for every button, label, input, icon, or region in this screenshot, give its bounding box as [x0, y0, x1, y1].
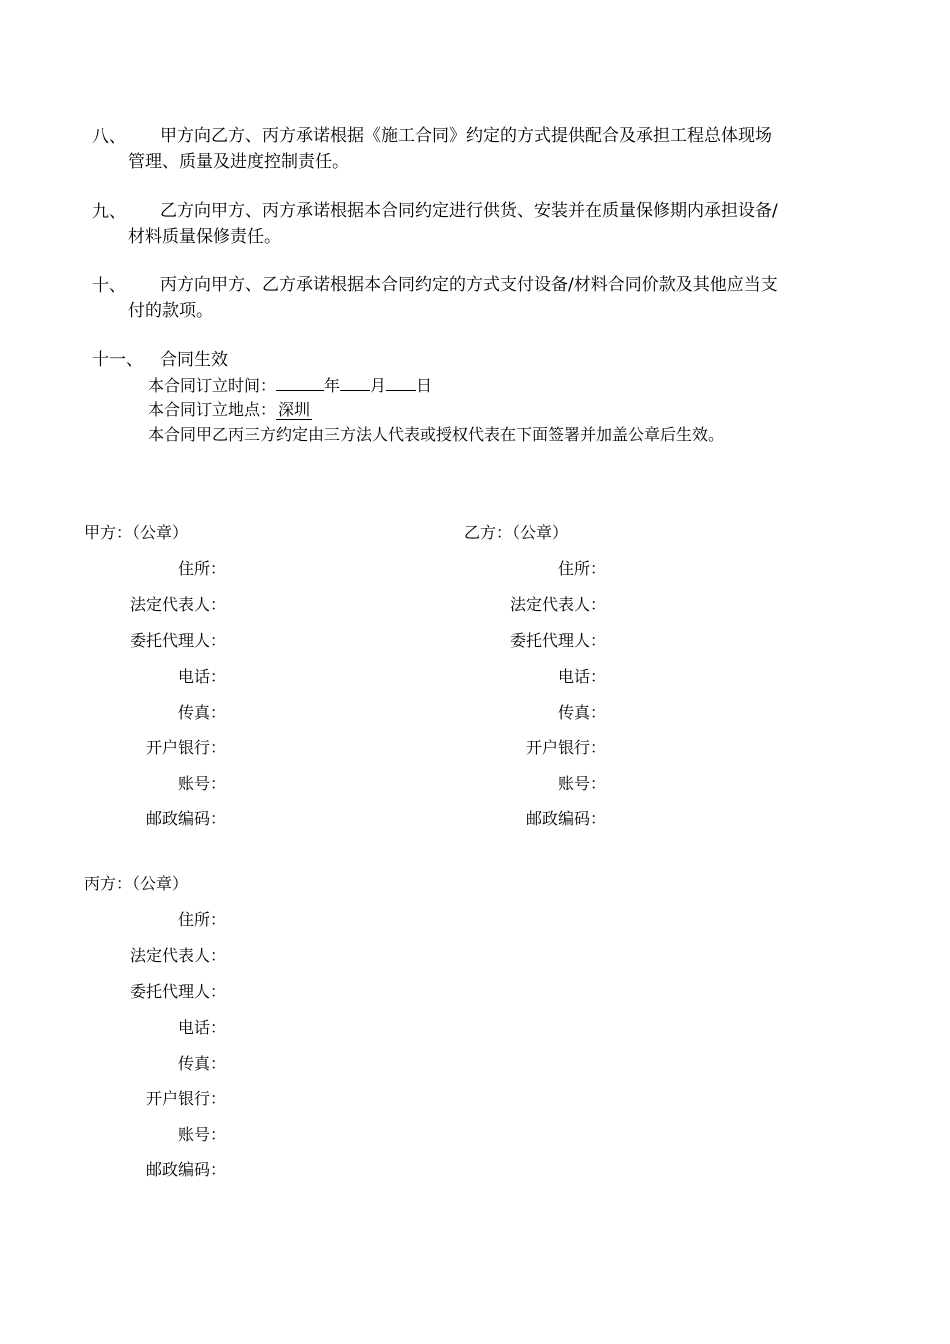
year-blank	[276, 372, 324, 391]
party-b-legal-rep-label: 法定代表人：	[509, 595, 606, 614]
year-label: 年	[324, 376, 341, 395]
party-c-legal-rep-label: 法定代表人：	[129, 946, 226, 965]
day-label: 日	[416, 376, 433, 395]
month-label: 月	[370, 376, 387, 395]
party-c-bank-label: 开户银行：	[145, 1089, 226, 1108]
clause-9-line2: 材料质量保修责任。	[128, 227, 281, 247]
party-a-address-label: 住所：	[177, 559, 226, 578]
party-b-postcode-label: 邮政编码：	[525, 809, 606, 828]
clause-10-line2: 付的款项。	[128, 301, 213, 321]
party-a-phone-label: 电话：	[177, 667, 226, 686]
contract-date-line	[148, 372, 432, 398]
party-c-agent-label: 委托代理人：	[129, 982, 226, 1001]
party-c-fax-label: 传真：	[177, 1054, 226, 1073]
clause-8-number: 八、	[92, 127, 126, 147]
party-c-address-label: 住所：	[177, 910, 226, 929]
month-blank	[340, 372, 370, 391]
clause-10-number: 十、	[92, 276, 126, 296]
party-a-account-label: 账号：	[177, 774, 226, 793]
clause-11-number: 十一、	[92, 350, 143, 370]
clause-8-line2: 管理、质量及进度控制责任。	[128, 152, 349, 172]
party-a-agent-label: 委托代理人：	[129, 631, 226, 650]
clause-11-title: 合同生效	[160, 350, 228, 370]
party-b-fax-label: 传真：	[557, 703, 606, 722]
party-a-bank-label: 开户银行：	[145, 738, 226, 757]
party-a-fax-label: 传真：	[177, 703, 226, 722]
clause-9-line1: 乙方向甲方、丙方承诺根据本合同约定进行供货、安装并在质量保修期内承担设备/	[160, 201, 778, 221]
party-b-address-label: 住所：	[557, 559, 606, 578]
contract-place-line	[148, 398, 312, 422]
party-b-agent-label: 委托代理人：	[509, 631, 606, 650]
party-c-title: 丙方：（公章）	[84, 874, 189, 893]
party-c-phone-label: 电话：	[177, 1018, 226, 1037]
clause-9-number: 九、	[92, 202, 126, 222]
party-a-title: 甲方：（公章）	[84, 523, 189, 542]
party-b-phone-label: 电话：	[557, 667, 606, 686]
clause-8-line1: 甲方向乙方、丙方承诺根据《施工合同》约定的方式提供配合及承担工程总体现场	[160, 126, 772, 146]
contract-date-label: 本合同订立时间：	[148, 376, 277, 395]
clause-10-line1: 丙方向甲方、乙方承诺根据本合同约定的方式支付设备/材料合同价款及其他应当支	[160, 275, 778, 295]
day-blank	[386, 372, 416, 391]
party-b-bank-label: 开户银行：	[525, 738, 606, 757]
party-c-account-label: 账号：	[177, 1125, 226, 1144]
contract-place-value: 深圳	[278, 400, 311, 419]
contract-place-label: 本合同订立地点：	[148, 400, 277, 419]
party-c-postcode-label: 邮政编码：	[145, 1160, 226, 1179]
party-a-legal-rep-label: 法定代表人：	[129, 595, 226, 614]
party-b-title: 乙方：（公章）	[464, 523, 569, 542]
party-b-account-label: 账号：	[557, 774, 606, 793]
effect-statement: 本合同甲乙丙三方约定由三方法人代表或授权代表在下面签署并加盖公章后生效。	[148, 425, 725, 444]
party-a-postcode-label: 邮政编码：	[145, 809, 226, 828]
